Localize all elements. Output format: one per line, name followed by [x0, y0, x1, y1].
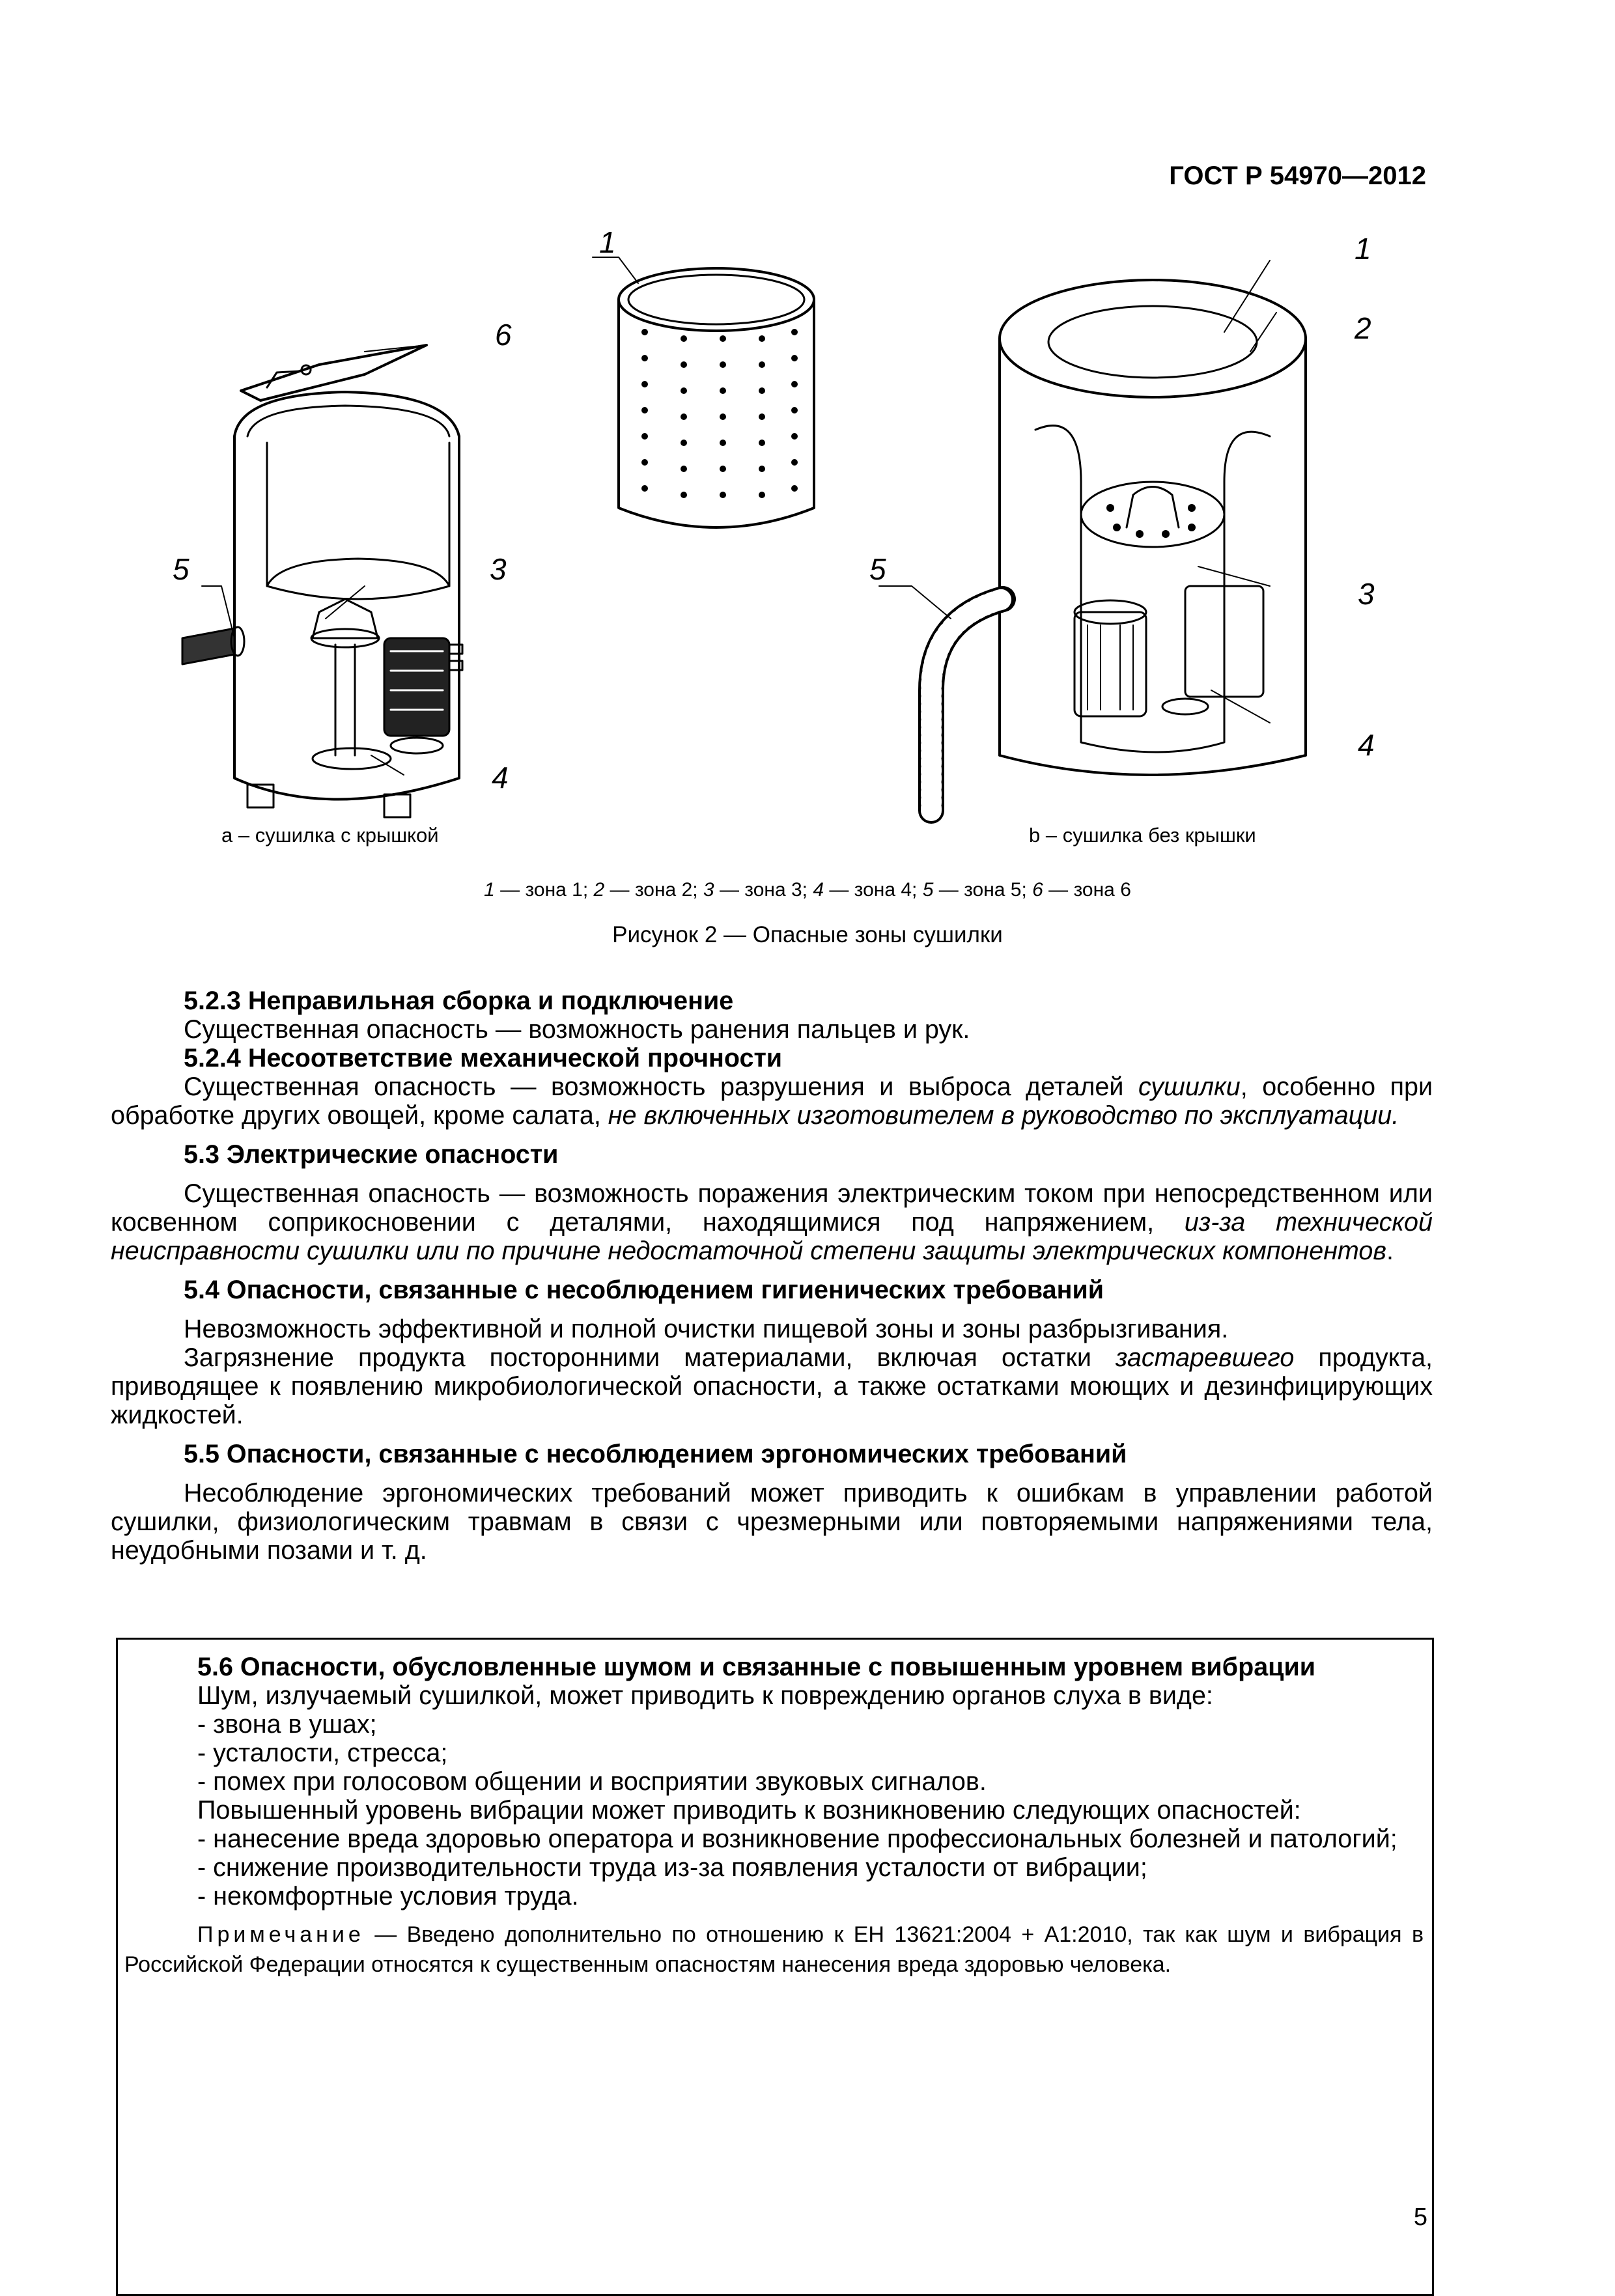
document-code: ГОСТ Р 54970—2012 [1169, 161, 1426, 190]
note-text: — Введено дополнительно по отношению к ЕН 13621:2004 + А1:2010, так как шум и вибрация в Российской Федерации относятся к существенным опасностям нанесения вреда здоровью человека. [124, 1922, 1424, 1977]
dryer-with-lid-drawing [182, 345, 462, 817]
paragraph-5-4-1: Невозможность эффективной и полной очистки пищевой зоны и зоны разбрызгивания. [184, 1315, 1229, 1343]
vibration-item: - нанесение вреда здоровью оператора и возникновение профессиональных болезней и патологий; [197, 1825, 1397, 1853]
note-label: Примечание [197, 1922, 365, 1947]
vibration-item: - снижение производительности труда из-за появления усталости от вибрации; [197, 1853, 1147, 1882]
drum-body [619, 300, 814, 527]
vibration-item: - некомфортные условия труда. [197, 1882, 579, 1911]
section-text [111, 987, 1433, 1565]
paragraph-5-2-4: Существенная опасность — возможность разрушения и выброса деталей сушилки, особенно при обработке других овощей, кроме салата, не включенных изготовителем в руководство по эксплуатации. [111, 1072, 1433, 1130]
vibration-intro: Повышенный уровень вибрации может приводить к возникновению следующих опасностей: [197, 1796, 1301, 1825]
callout-5-b: 5 [869, 552, 886, 586]
legend-num: 6 [1032, 879, 1043, 901]
dryer-a-motor [384, 638, 449, 736]
noise-item: - помех при голосовом общении и восприятии звуковых сигналов. [197, 1767, 987, 1796]
heading-5-2-3: 5.2.3 Неправильная сборка и подключение [184, 987, 734, 1015]
noise-item: - усталости, стресса; [197, 1739, 448, 1767]
dryer-hazard-zones-drawing [169, 221, 1446, 873]
note [124, 1920, 1424, 1980]
legend-num: 1 [484, 879, 495, 901]
dryer-b-disc [1081, 482, 1224, 547]
legend-text: — зона 4; [824, 879, 923, 901]
figure-legend [0, 879, 1615, 901]
figure-2 [169, 221, 1446, 873]
page-number: 5 [1413, 2204, 1427, 2231]
callout-3-b: 3 [1358, 577, 1375, 611]
heading-5-6: 5.6 Опасности, обусловленные шумом и связанные с повышенным уровнем вибрации [197, 1653, 1316, 1681]
dryer-a-body [234, 436, 459, 800]
legend-text: — зона 6 [1043, 879, 1131, 901]
legend-num: 4 [813, 879, 824, 901]
drum-perforations [641, 329, 798, 498]
paragraph-5-3: Существенная опасность — возможность поражения электрическим током при непосредственном или косвенном соприкосновении с деталями, находящимися под напряжением, из-за технической неисправности сушилки или по причине недостаточной степени защиты электрических компонентов. [111, 1179, 1433, 1265]
legend-text: — зона 2; [604, 879, 703, 901]
figure-title: Рисунок 2 — Опасные зоны сушилки [612, 922, 1003, 947]
heading-5-4: 5.4 Опасности, связанные с несоблюдением гигиенических требований [184, 1276, 1104, 1304]
paragraph-5-5: Несоблюдение эргономических требований может приводить к ошибкам в управлении работой сушилки, физиологическим травмам в связи с чрезмерными или повторяемыми напряжениями тела, неудобными позами и т. д. [111, 1479, 1433, 1565]
heading-5-3: 5.3 Электрические опасности [184, 1140, 559, 1169]
caption-dryer-with-lid: a – сушилка с крышкой [221, 824, 439, 847]
legend-text: — зона 1; [494, 879, 594, 901]
noise-item: - звона в ушах; [197, 1710, 377, 1739]
callout-6: 6 [495, 318, 512, 352]
paragraph-5-2-3: Существенная опасность — возможность ранения пальцев и рук. [184, 1015, 970, 1044]
legend-num: 5 [922, 879, 934, 901]
paragraph-5-4-2: Загрязнение продукта посторонними материалами, включая остатки застаревшего продукта, приводящее к появлению микробиологической опасности, а также остатками моющих и дезинфицирующих жидкостей. [111, 1343, 1433, 1429]
section-5-6-box [116, 1638, 1434, 2296]
heading-5-5: 5.5 Опасности, связанные с несоблюдением эргономических требований [184, 1440, 1127, 1468]
dryer-b-motor [1074, 612, 1146, 716]
legend-num: 3 [703, 879, 714, 901]
dryer-a-outlet [182, 628, 234, 664]
callout-4-b: 4 [1358, 728, 1375, 762]
callout-2-b: 2 [1355, 311, 1371, 345]
callout-1-b: 1 [1355, 232, 1371, 266]
dryer-without-lid-drawing [879, 260, 1306, 811]
caption-dryer-without-lid: b – сушилка без крышки [1029, 824, 1256, 847]
legend-num: 2 [593, 879, 605, 901]
noise-intro: Шум, излучаемый сушилкой, может приводить к повреждению органов слуха в виде: [197, 1681, 1213, 1710]
heading-5-2-4: 5.2.4 Несоответствие механической прочности [184, 1044, 783, 1072]
perforated-drum-drawing [593, 257, 814, 527]
dryer-b-body [1000, 339, 1306, 775]
callout-1-drum: 1 [599, 225, 616, 259]
legend-text: — зона 3; [714, 879, 813, 901]
callout-4-a: 4 [492, 761, 509, 794]
callout-5-a: 5 [173, 552, 190, 586]
callout-3-a: 3 [490, 552, 507, 586]
legend-text: — зона 5; [933, 879, 1033, 901]
